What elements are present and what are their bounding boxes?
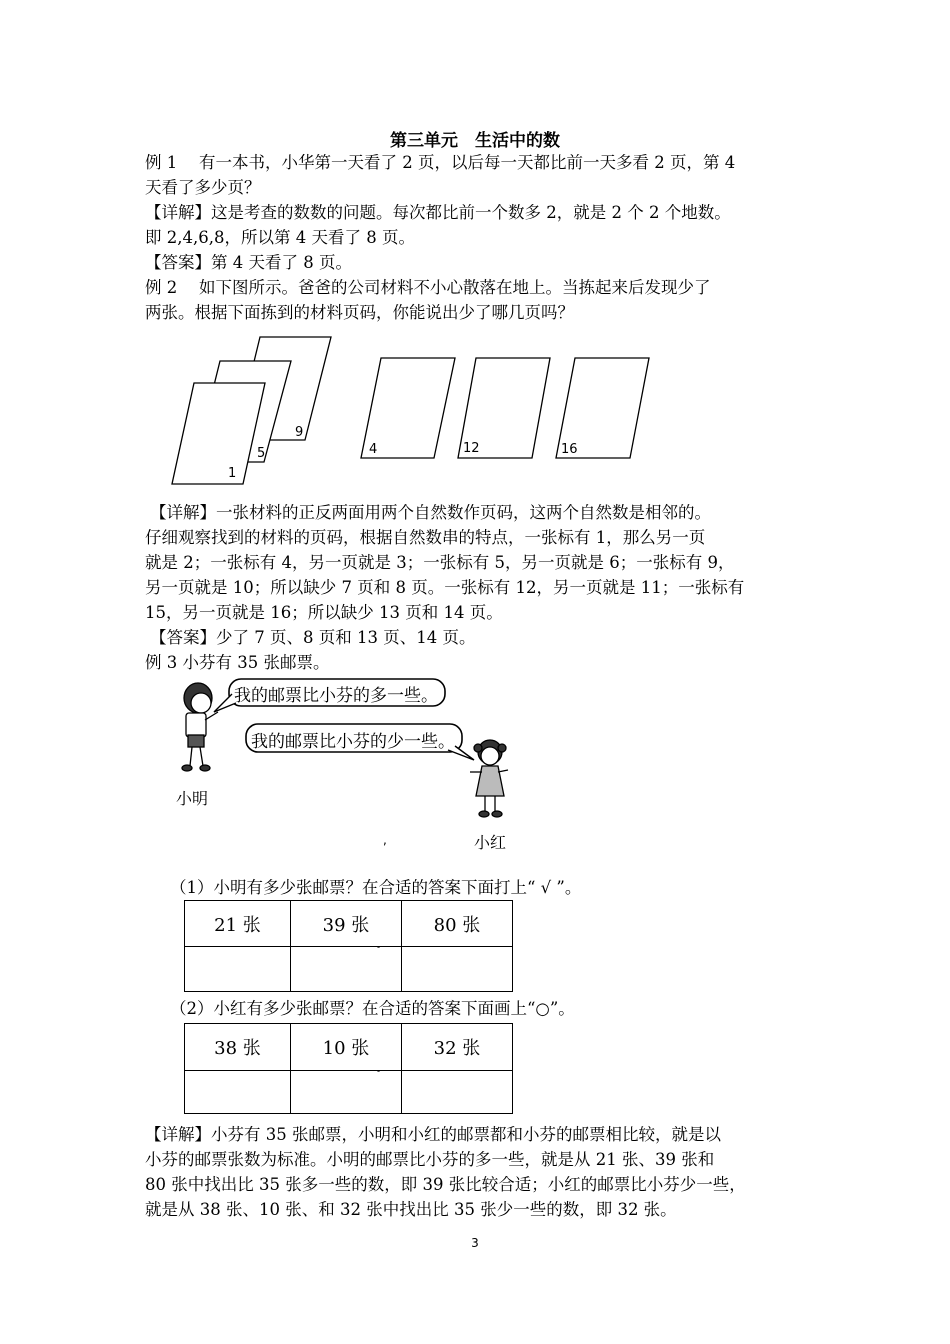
- bubble-2-text: 我的邮票比小芬的少一些。: [251, 732, 455, 752]
- ex2-question-line2: 两张。根据下面拣到的材料页码，你能说出少了哪几页吗？: [145, 303, 574, 322]
- table2-answer-cell-1[interactable]: [185, 1071, 291, 1114]
- table1-cell-39: 39 张: [291, 901, 402, 947]
- answer-table-2: [184, 1023, 513, 1114]
- ex1-question-line2: 天看了多少页？: [145, 178, 261, 197]
- boy-figure: [182, 683, 218, 771]
- ex2-answer: 【答案】少了 7 页、8 页和 13 页、14 页。: [150, 628, 476, 647]
- stray-mark: ,: [383, 833, 387, 847]
- table1-cell-21: 21 张: [185, 901, 291, 947]
- small-dash-mark: -: [377, 1067, 381, 1077]
- ex3-sub1: （1）小明有多少张邮票？在合适的答案下面打上“ √ ”。: [170, 878, 582, 897]
- name-xiaoming: 小明: [176, 789, 209, 808]
- ex2-detail-line4: 另一页就是 10；所以缺少 7 页和 8 页。一张标有 12，另一页就是 11；一张标有: [145, 578, 745, 597]
- ex1-detail-line1: 【详解】这是考查的数数的问题。每次都比前一个数多 2，就是 2 个 2 个地数。: [145, 203, 731, 222]
- answer-table-1: [184, 900, 513, 992]
- ex3-sub2: （2）小红有多少张邮票？在合适的答案下面画上“○”。: [170, 999, 575, 1018]
- ex2-detail-line2: 仔细观察找到的材料的页码，根据自然数串的特点，一张标有 1，那么另一页: [145, 528, 706, 547]
- table2-answer-cell-2[interactable]: [291, 1067, 402, 1114]
- table-row: [185, 1024, 513, 1071]
- table2-answer-cell-3[interactable]: [402, 1071, 513, 1114]
- ex1-answer: 【答案】第 4 天看了 8 页。: [145, 253, 352, 272]
- table1-cell-80: 80 张: [402, 901, 513, 947]
- page-number-9: 9: [295, 425, 304, 440]
- page-number-12: 12: [463, 441, 480, 456]
- ex3-detail-line1: 【详解】小芬有 35 张邮票，小明和小红的邮票都和小芬的邮票相比较，就是以: [145, 1125, 721, 1144]
- table2-cell-38: 38 张: [185, 1024, 291, 1071]
- bubble-1-text: 我的邮票比小芬的多一些。: [234, 686, 438, 706]
- girl-figure: [470, 740, 508, 817]
- ex2-detail-line1: 【详解】一张材料的正反两面用两个自然数作页码，这两个自然数是相邻的。: [150, 503, 711, 522]
- table1-answer-cell-3[interactable]: [402, 947, 513, 992]
- bubble-1-tail: [214, 694, 236, 712]
- name-xiaohong: 小红: [474, 833, 507, 852]
- page-title: 第三单元 生活中的数: [390, 131, 560, 151]
- page-number: 3: [471, 1236, 479, 1250]
- ex2-detail-line3: 就是 2；一张标有 4，另一页就是 3；一张标有 5，另一页就是 6；一张标有 9，: [145, 553, 735, 572]
- table1-answer-cell-1[interactable]: [185, 947, 291, 992]
- ex2-detail-line5: 15，另一页就是 16；所以缺少 13 页和 14 页。: [145, 603, 503, 622]
- page-number-4: 4: [369, 442, 378, 457]
- ex1-question-line1: 例 1 有一本书，小华第一天看了 2 页，以后每一天都比前一天多看 2 页，第 4: [145, 153, 736, 172]
- page-number-5: 5: [257, 446, 266, 461]
- ex3-question: 例 3 小芬有 35 张邮票。: [145, 653, 330, 672]
- table1-answer-cell-2[interactable]: [291, 943, 402, 992]
- page-number-16: 16: [561, 442, 578, 457]
- page-number-1: 1: [228, 466, 237, 481]
- table-row: [185, 1071, 513, 1114]
- table2-cell-10: 10 张: [291, 1024, 402, 1071]
- ex3-detail-line3: 80 张中找出比 35 张多一些的数，即 39 张比较合适；小红的邮票比小芬少一些，: [145, 1175, 746, 1194]
- ex3-detail-line2: 小芬的邮票张数为标准。小明的邮票比小芬的多一些，就是从 21 张、39 张和: [145, 1150, 715, 1169]
- ex3-detail-line4: 就是从 38 张、10 张、和 32 张中找出比 35 张少一些的数，即 32 张。: [145, 1200, 677, 1219]
- ex2-question-line1: 例 2 如下图所示。爸爸的公司材料不小心散落在地上。当拣起来后发现少了: [145, 278, 711, 297]
- table2-cell-32: 32 张: [402, 1024, 513, 1071]
- ex1-detail-line2: 即 2,4,6,8，所以第 4 天看了 8 页。: [145, 228, 415, 247]
- small-dash-mark: -: [377, 943, 381, 953]
- table-row: [185, 947, 513, 992]
- table-row: [185, 901, 513, 947]
